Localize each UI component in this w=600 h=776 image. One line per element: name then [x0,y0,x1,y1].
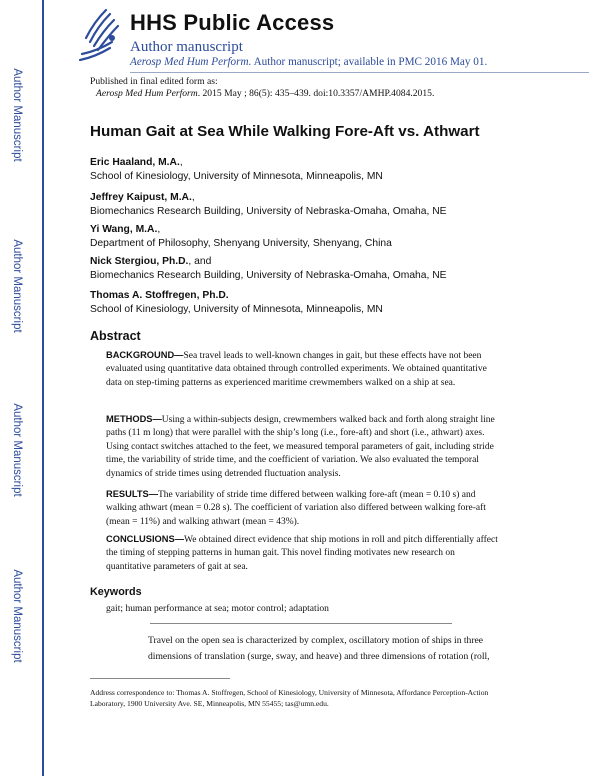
abstract-methods [106,413,502,481]
section-text: We obtained direct evidence that ship motions in roll and pitch differentially affect the timing of stepping patterns in human gait. This novel finding motivates new research on quantitative parameters of gait at sea. [106,535,498,572]
section-label: CONCLUSIONS— [106,534,184,544]
citation-details: . 2015 May ; 86(5): 435–439. doi:10.3357/AMHP.4084.2015. [197,88,435,99]
keywords-list: gait; human performance at sea; motor control; adaptation [106,603,329,614]
abstract-background [106,349,502,390]
section-text: Using a within-subjects design, crewmembers walked back and forth along straight line paths (11 m long) that were parallel with the ship’s long (i.e., fore-aft) and short (i.e., athwart) axes. Using contact switches attached to the feet, we measured temporal parameters of gait, including stride time, the variability of stride time, and the coefficient of variation. We also evaluated the temporal dynamics of stride times using detrended fluctuation analysis. [106,415,495,479]
availability-line [130,56,487,68]
section-label: BACKGROUND— [106,350,184,360]
section-label: RESULTS— [106,489,158,499]
section-label: METHODS— [106,414,162,424]
section-text: The variability of stride time differed between walking fore-aft (mean = 0.10 s) and walking athwart (mean = 0.28 s). The coefficient of variation also differed between walking fore-aft (mean = 11%) and walking athwart (mean = 43%). [106,490,486,527]
author-affiliation: School of Kinesiology, University of Minnesota, Minneapolis, MN [90,304,383,315]
author-affiliation: Biomechanics Research Building, University of Nebraska-Omaha, Omaha, NE [90,206,447,217]
author-affiliation: Biomechanics Research Building, University of Nebraska-Omaha, Omaha, NE [90,270,447,281]
author-name: Nick Stergiou, Ph.D., and [90,256,212,267]
author-name: Yi Wang, M.A., [90,224,161,235]
citation-journal: Aerosp Med Hum Perform [96,88,198,99]
journal-abbrev: Aerosp Med Hum Perform. [130,56,252,68]
author-name: Thomas A. Stoffregen, Ph.D. [90,290,229,301]
author-affiliation: Department of Philosophy, Shenyang University, Shenyang, China [90,238,392,249]
author-affiliation: School of Kinesiology, University of Minnesota, Minneapolis, MN [90,171,383,182]
side-label-author-manuscript [5,236,29,336]
author-manuscript-subtitle: Author manuscript [130,39,243,55]
abstract-conclusions [106,533,502,574]
hhs-eagle-logo-icon [76,8,122,66]
side-label-text: Author Manuscript [11,239,23,333]
abstract-heading: Abstract [90,329,141,343]
side-label-author-manuscript [5,65,29,165]
keywords-heading: Keywords [90,586,142,598]
header-divider [130,72,589,73]
correspondence-footnote: Address correspondence to: Thomas A. Stoffregen, School of Kinesiology, University of Minnesota, Affordance Perception-Action Laboratory, 1900 University Ave. SE, Minneapolis, MN 55455; tas@umn.edu. [90,688,489,708]
footnote-divider [90,678,230,679]
side-label-text: Author Manuscript [11,569,23,663]
hhs-public-access-title: HHS Public Access [130,10,335,35]
availability-text: Author manuscript; available in PMC 2016 May 01. [253,56,488,68]
side-label-text: Author Manuscript [11,403,23,497]
published-in-intro: Published in final edited form as: [90,76,218,87]
section-divider [150,623,452,624]
author-name: Eric Haaland, M.A., [90,157,183,168]
abstract-results [106,488,502,529]
publication-citation [96,88,434,99]
paper-title: Human Gait at Sea While Walking Fore-Aft vs. Athwart [90,123,480,140]
author-name: Jeffrey Kaipust, M.A., [90,192,195,203]
section-text: Sea travel leads to well-known changes in gait, but these effects have not been evaluated using quantitative data obtained through controlled experiments. We obtained quantitative data on step-timing patterns as experienced maritime crewmembers walked on a ship at sea. [106,351,487,388]
header-vertical-rule [42,0,44,776]
side-label-text: Author Manuscript [11,68,23,162]
side-label-author-manuscript [5,566,29,666]
side-label-author-manuscript [5,400,29,500]
body-paragraph: Travel on the open sea is characterized by complex, oscillatory motion of ships in three dimensions of translation (surge, sway, and heave) and three dimensions of rotation (roll, [148,635,490,662]
